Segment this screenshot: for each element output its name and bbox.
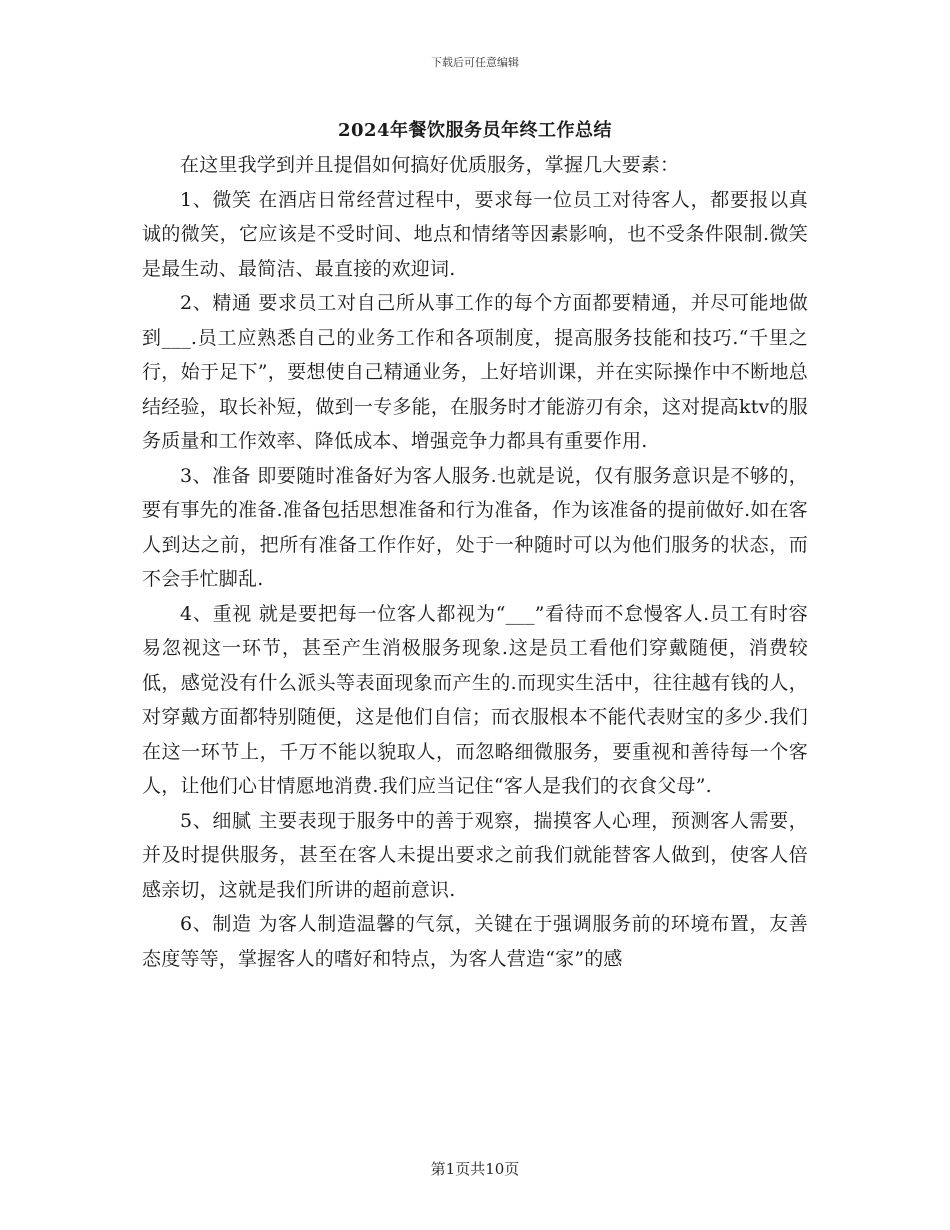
document-body — [142, 148, 808, 976]
paragraph-proficiency: 2、精通 要求员工对自己所从事工作的每个方面都要精通，并尽可能地做到___.员工应熟悉自己的业务工作和各项制度，提高服务技能和技巧.“千里之行，始于足下”，要想使自己精通业务，上好培训课，并在实际操作中不断地总结经验，取长补短，做到一专多能，在服务时才能游刃有余，这对提高ktv的服务质量和工作效率、降低成本、增强竞争力都具有重要作用. — [142, 292, 808, 452]
paragraph-smile: 1、微笑 在酒店日常经营过程中，要求每一位员工对待客人，都要报以真诚的微笑，它应该是不受时间、地点和情绪等因素影响，也不受条件限制.微笑是最生动、最简洁、最直接的欢迎词. — [142, 188, 808, 280]
paragraph-intro: 在这里我学到并且提倡如何搞好优质服务，掌握几大要素： — [180, 154, 680, 176]
page-number: 第1页共10页 — [430, 1160, 520, 1178]
paragraph-atmosphere: 6、制造 为客人制造温馨的气氛，关键在于强调服务前的环境布置，友善态度等等，掌握客人的嗜好和特点，为客人营造“家”的感 — [142, 913, 808, 970]
header-note: 下载后可任意编辑 — [431, 56, 519, 69]
paragraph-attention: 4、重视 就是要把每一位客人都视为“___”看待而不怠慢客人.员工有时容易忽视这一环节，甚至产生消极服务现象.这是员工看他们穿戴随便，消费较低，感觉没有什么派头等表面现象而产生的.而现实生活中，往往越有钱的人，对穿戴方面都特别随便，这是他们自信；而衣服根本不能代表财宝的多少.我们在这一环节上，千万不能以貌取人，而忽略细微服务，要重视和善待每一个客人，让他们心甘情愿地消费.我们应当记住“客人是我们的衣食父母”. — [142, 602, 808, 797]
document-title: 2024年餐饮服务员年终工作总结 — [337, 120, 613, 141]
paragraph-preparation: 3、准备 即要随时准备好为客人服务.也就是说，仅有服务意识是不够的，要有事先的准备.准备包括思想准备和行为准备，作为该准备的提前做好.如在客人到达之前，把所有准备工作作好，处于一种随时可以为他们服务的状态，而不会手忙脚乱. — [142, 464, 808, 590]
paragraph-detail: 5、细腻 主要表现于服务中的善于观察，揣摸客人心理，预测客人需要，并及时提供服务，甚至在客人未提出要求之前我们就能替客人做到，使客人倍感亲切，这就是我们所讲的超前意识. — [142, 809, 808, 901]
